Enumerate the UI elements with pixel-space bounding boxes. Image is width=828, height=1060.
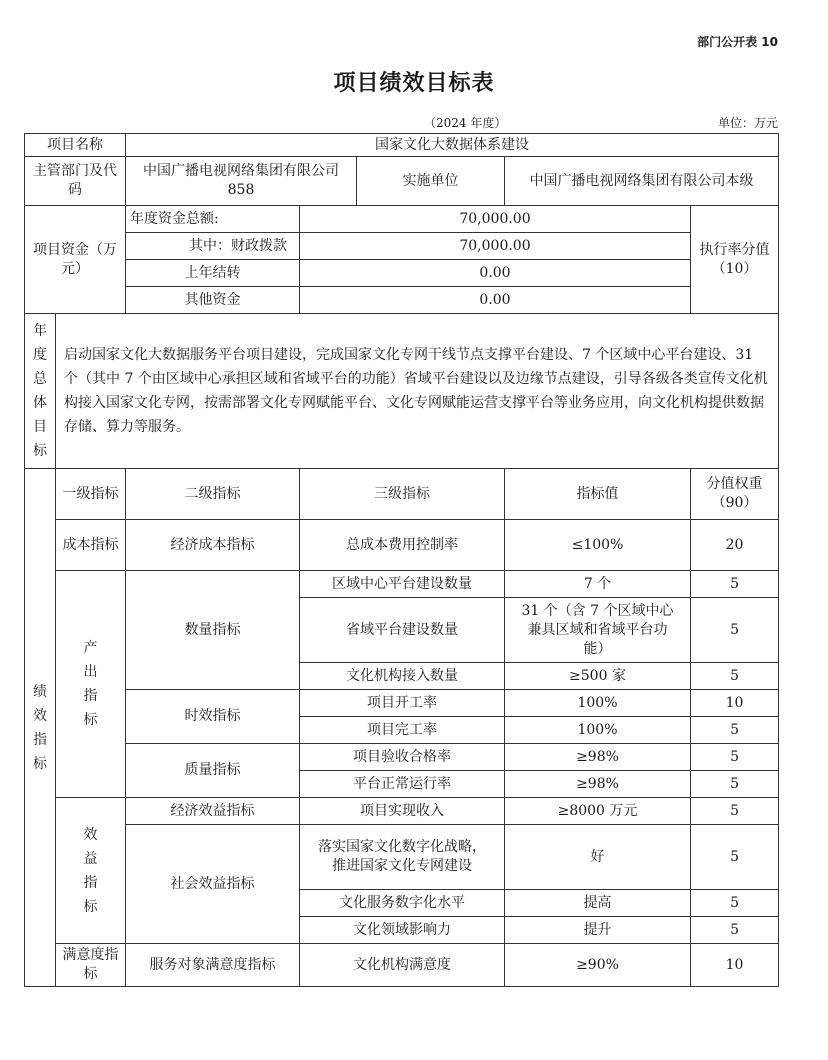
indicator-weight: 5 bbox=[691, 771, 779, 798]
indicator-value: ≥8000 万元 bbox=[505, 798, 691, 825]
indicator-weight: 5 bbox=[691, 571, 779, 598]
indicator-value: 好 bbox=[505, 825, 691, 890]
funds-label: 项目资金（万元） bbox=[25, 206, 126, 314]
level1-satisfaction: 满意度指标 bbox=[56, 944, 126, 987]
fund-row-label: 上年结转 bbox=[126, 260, 300, 287]
indicator-value: ≤100% bbox=[505, 520, 691, 571]
indicator-weight: 20 bbox=[691, 520, 779, 571]
indicator-weight: 5 bbox=[691, 825, 779, 890]
level2-social-benefit: 社会效益指标 bbox=[126, 825, 300, 944]
fiscal-year: （2024 年度） bbox=[424, 116, 507, 130]
header-level2: 二级指标 bbox=[126, 469, 300, 520]
indicator-weight: 5 bbox=[691, 890, 779, 917]
header-level3: 三级指标 bbox=[300, 469, 505, 520]
indicators-label: 绩 效 指 标 bbox=[25, 469, 56, 987]
indicator-weight: 5 bbox=[691, 744, 779, 771]
level2-timeliness: 时效指标 bbox=[126, 690, 300, 744]
level3-indicator: 文化服务数字化水平 bbox=[300, 890, 505, 917]
level3-indicator: 省域平台建设数量 bbox=[300, 598, 505, 663]
indicator-value: ≥90% bbox=[505, 944, 691, 987]
indicator-value: ≥500 家 bbox=[505, 663, 691, 690]
level1-cost: 成本指标 bbox=[56, 520, 126, 571]
fund-row-value: 0.00 bbox=[300, 287, 691, 314]
department-value: 中国广播电视网络集团有限公司 858 bbox=[126, 157, 357, 206]
indicator-value: ≥98% bbox=[505, 771, 691, 798]
implementing-unit-label: 实施单位 bbox=[357, 157, 505, 206]
indicator-weight: 5 bbox=[691, 598, 779, 663]
level3-indicator: 平台正常运行率 bbox=[300, 771, 505, 798]
level3-indicator: 文化机构满意度 bbox=[300, 944, 505, 987]
level3-indicator: 落实国家文化数字化战略，推进国家文化专网建设 bbox=[300, 825, 505, 890]
annual-goal-text: 启动国家文化大数据服务平台项目建设，完成国家文化专网干线节点支撑平台建设、7 个区域中心平台建设、31 个（其中 7 个由区域中心承担区域和省域平台的功能）省域平台建设以及边缘节点建设，引导各级各类宣传文化机构接入国家文化专网，按需部署文化专网赋能平台、文化专网赋能运营支撑平台等业务应用，向文化机构提供数据存储、算力等服务。 bbox=[56, 314, 779, 469]
level3-indicator: 项目实现收入 bbox=[300, 798, 505, 825]
implementing-unit-value: 中国广播电视网络集团有限公司本级 bbox=[505, 157, 779, 206]
level3-indicator: 项目开工率 bbox=[300, 690, 505, 717]
level1-output: 产 出 指 标 bbox=[56, 571, 126, 798]
indicator-value: 100% bbox=[505, 717, 691, 744]
execution-rate-label: 执行率分值（10） bbox=[691, 206, 779, 314]
project-name-value: 国家文化大数据体系建设 bbox=[126, 134, 779, 157]
level3-indicator: 文化机构接入数量 bbox=[300, 663, 505, 690]
indicator-weight: 10 bbox=[691, 690, 779, 717]
header-value: 指标值 bbox=[505, 469, 691, 520]
header-weight: 分值权重（90） bbox=[691, 469, 779, 520]
level2-quantity: 数量指标 bbox=[126, 571, 300, 690]
level2-quality: 质量指标 bbox=[126, 744, 300, 798]
fund-row-value: 70,000.00 bbox=[300, 233, 691, 260]
fund-row-value: 0.00 bbox=[300, 260, 691, 287]
fund-row-label: 其中：财政拨款 bbox=[126, 233, 300, 260]
level2-econ-benefit: 经济效益指标 bbox=[126, 798, 300, 825]
level2-econ-cost: 经济成本指标 bbox=[126, 520, 300, 571]
indicator-weight: 5 bbox=[691, 663, 779, 690]
level2-service-satisfaction: 服务对象满意度指标 bbox=[126, 944, 300, 987]
fund-row-label: 年度资金总额: bbox=[126, 206, 300, 233]
level3-indicator: 项目验收合格率 bbox=[300, 744, 505, 771]
fund-row-value: 70,000.00 bbox=[300, 206, 691, 233]
page-title: 项目绩效目标表 bbox=[333, 71, 495, 96]
department-label: 主管部门及代码 bbox=[25, 157, 126, 206]
indicator-value: 31 个（含 7 个区域中心兼具区域和省域平台功能） bbox=[505, 598, 691, 663]
header-level1: 一级指标 bbox=[56, 469, 126, 520]
project-name-label: 项目名称 bbox=[25, 134, 126, 157]
indicator-value: 7 个 bbox=[505, 571, 691, 598]
level3-indicator: 区域中心平台建设数量 bbox=[300, 571, 505, 598]
indicator-value: 提升 bbox=[505, 917, 691, 944]
level1-benefit: 效 益 指 标 bbox=[56, 798, 126, 944]
table-number-label: 部门公开表 10 bbox=[697, 35, 778, 49]
performance-target-table bbox=[24, 133, 779, 987]
currency-unit: 单位：万元 bbox=[717, 116, 778, 130]
level3-indicator: 文化领域影响力 bbox=[300, 917, 505, 944]
level3-indicator: 总成本费用控制率 bbox=[300, 520, 505, 571]
annual-goal-label: 年 度 总 体 目 标 bbox=[25, 314, 56, 469]
indicator-value: ≥98% bbox=[505, 744, 691, 771]
level3-indicator: 项目完工率 bbox=[300, 717, 505, 744]
indicator-value: 100% bbox=[505, 690, 691, 717]
fund-row-label: 其他资金 bbox=[126, 287, 300, 314]
indicator-weight: 5 bbox=[691, 917, 779, 944]
indicator-weight: 10 bbox=[691, 944, 779, 987]
indicator-value: 提高 bbox=[505, 890, 691, 917]
indicator-weight: 5 bbox=[691, 717, 779, 744]
indicator-weight: 5 bbox=[691, 798, 779, 825]
